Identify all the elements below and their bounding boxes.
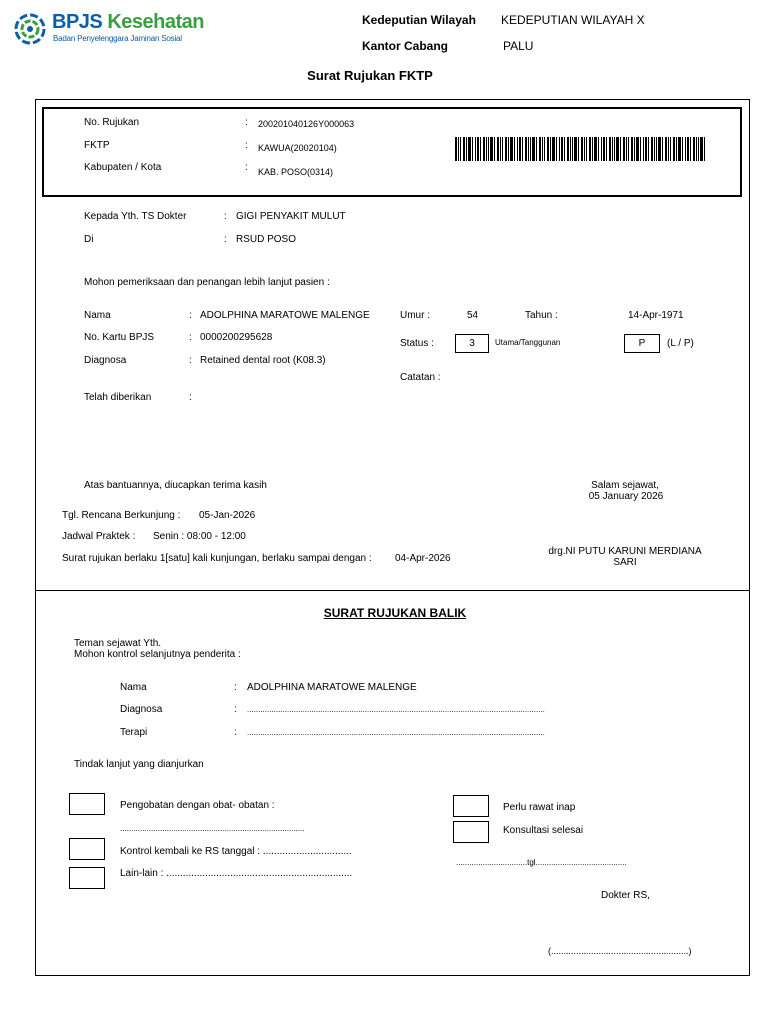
schedule-label: Jadwal Praktek :: [62, 531, 136, 542]
colon: :: [245, 117, 248, 128]
document-frame: [35, 99, 750, 976]
diagnosis-label: Diagnosa: [84, 355, 127, 366]
gender-box: P: [624, 334, 660, 353]
age-value: 54: [467, 310, 479, 321]
colon: :: [189, 332, 192, 343]
age-label: Umur :: [400, 310, 430, 321]
gender-options: (L / P): [667, 338, 694, 349]
fktp-value: KAWUA(20020104): [258, 143, 337, 153]
section-divider: [35, 590, 750, 591]
signature-line[interactable]: (.......................................................): [548, 946, 692, 956]
location-value: RSUD POSO: [236, 234, 297, 245]
bpjs-logo-icon: [14, 13, 46, 45]
colon: :: [189, 392, 192, 403]
patient-name-label: Nama: [84, 310, 111, 321]
hospital-doctor-label: Dokter RS,: [601, 890, 650, 901]
visit-date-label: Tgl. Rencana Berkunjung :: [62, 510, 181, 521]
other-label: Lain-lain : ...................................................................: [120, 868, 353, 879]
referral-no-label: No. Rujukan: [84, 117, 140, 128]
medication-field[interactable]: ...................................................................................: [120, 824, 305, 833]
referral-no-value: 200201040126Y000063: [258, 119, 355, 129]
barcode-image: [455, 137, 705, 161]
branch-label: Kantor Cabang: [362, 39, 449, 53]
branch-value: PALU: [503, 39, 534, 53]
status-box: 3: [455, 334, 489, 353]
birth-date-value: 14-Apr-1971: [628, 310, 684, 321]
consult-done-label: Konsultasi selesai: [503, 825, 584, 836]
colon: :: [224, 211, 227, 222]
status-desc: Utama/Tanggunan: [495, 338, 561, 347]
city-value: KAB. POSO(0314): [258, 167, 334, 177]
doctor-name-line2: SARI: [613, 557, 637, 568]
back-request: Mohon kontrol selanjutnya penderita :: [74, 649, 241, 660]
consult-done-checkbox[interactable]: [453, 821, 489, 843]
colon: :: [234, 704, 237, 715]
schedule-value: Senin : 08:00 - 12:00: [153, 531, 246, 542]
back-greeting: Teman sejawat Yth.: [74, 638, 162, 649]
request-text: Mohon pemeriksaan dan penangan lebih lanjut pasien :: [84, 277, 330, 288]
bpjs-card-label: No. Kartu BPJS: [84, 332, 155, 343]
medication-checkbox[interactable]: [69, 793, 105, 815]
patient-name-value: ADOLPHINA MARATOWE MALENGE: [200, 310, 370, 321]
colon: :: [245, 140, 248, 151]
place-date-line[interactable]: ................................tgl.........................................: [456, 858, 627, 867]
validity-date: 04-Apr-2026: [395, 553, 451, 564]
control-checkbox[interactable]: [69, 838, 105, 860]
logo-wordmark: BPJS Kesehatan: [52, 11, 204, 33]
back-therapy-field[interactable]: ......................................................................................................................................: [247, 728, 545, 737]
birth-year-label: Tahun :: [525, 310, 558, 321]
other-checkbox[interactable]: [69, 867, 105, 889]
colon: :: [224, 234, 227, 245]
back-name-label: Nama: [120, 682, 147, 693]
doctor-name-line1: drg.NI PUTU KARUNI MERDIANA: [548, 546, 702, 557]
inpatient-checkbox[interactable]: [453, 795, 489, 817]
region-label: Kedeputian Wilayah: [362, 13, 476, 27]
visit-date-value: 05-Jan-2026: [199, 510, 256, 521]
recipient-value: GIGI PENYAKIT MULUT: [236, 211, 346, 222]
fktp-label: FKTP: [84, 140, 110, 151]
letter-date: 05 January 2026: [588, 491, 664, 502]
back-diagnosis-field[interactable]: ......................................................................................................................................: [247, 705, 545, 714]
colon: :: [234, 727, 237, 738]
colon: :: [189, 355, 192, 366]
colon: :: [234, 682, 237, 693]
followup-label: Tindak lanjut yang dianjurkan: [74, 759, 204, 770]
back-diagnosis-label: Diagnosa: [120, 704, 163, 715]
bpjs-logo: [14, 11, 204, 47]
medication-label: Pengobatan dengan obat- obatan :: [120, 800, 275, 811]
region-value: KEDEPUTIAN WILAYAH X: [501, 13, 645, 27]
status-label: Status :: [400, 338, 434, 349]
notes-label: Catatan :: [400, 372, 441, 383]
greeting-text: Salam sejawat,: [591, 480, 659, 491]
back-therapy-label: Terapi: [120, 727, 148, 738]
diagnosis-value: Retained dental root (K08.3): [200, 355, 326, 366]
location-label: Di: [84, 234, 94, 245]
colon: :: [245, 162, 248, 173]
recipient-label: Kepada Yth. TS Dokter: [84, 211, 187, 222]
logo-subtitle: Badan Penyelenggara Jaminan Sosial: [53, 34, 182, 43]
city-label: Kabupaten / Kota: [84, 162, 162, 173]
back-referral-title: SURAT RUJUKAN BALIK: [323, 606, 467, 620]
colon: :: [189, 310, 192, 321]
document-title: Surat Rujukan FKTP: [307, 68, 433, 83]
control-label: Kontrol kembali ke RS tanggal : ................................: [120, 846, 352, 857]
bpjs-card-value: 0000200295628: [200, 332, 273, 343]
validity-text: Surat rujukan berlaku 1[satu] kali kunjungan, berlaku sampai dengan :: [62, 553, 372, 564]
inpatient-label: Perlu rawat inap: [503, 802, 576, 813]
given-label: Telah diberikan: [84, 392, 152, 403]
back-name-value: ADOLPHINA MARATOWE MALENGE: [247, 682, 417, 693]
thanks-text: Atas bantuannya, diucapkan terima kasih: [84, 480, 267, 491]
